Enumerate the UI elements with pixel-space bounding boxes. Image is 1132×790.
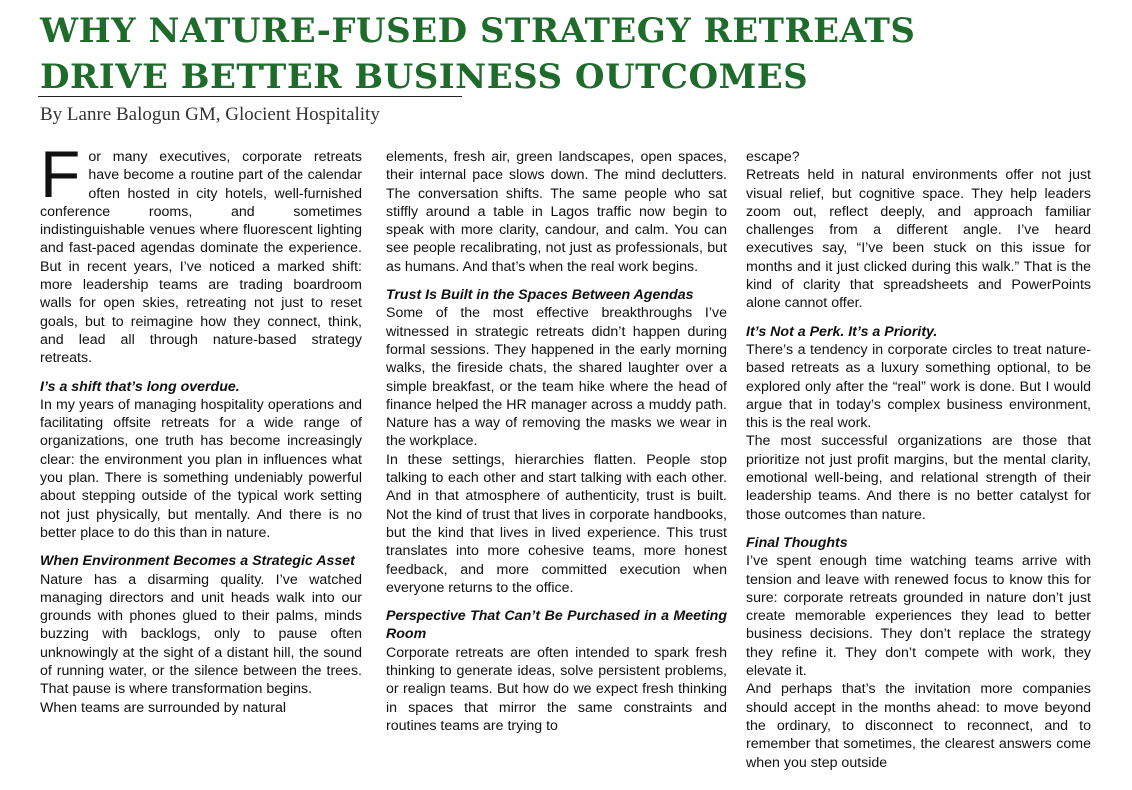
section-heading-priority: It’s Not a Perk. It’s a Priority.: [746, 323, 938, 340]
title-line-2: DRIVE BETTER BUSINESS OUTCOMES: [40, 57, 809, 97]
paragraph: Nature has a disarming quality. I’ve watched managing directors and unit heads walk into our grounds with phones glued to their palms, minds buzzing with backlogs, only to pause often unknowingly at the sight of a distant hill, the sound of running water, or the silence between the trees. That pause is where transformation begins.: [40, 571, 362, 698]
paragraph: In these settings, hierarchies flatten. People stop talking to each other and start talking with each other. And in that atmosphere of authenticity, trust is built. Not the kind of trust that lives in corporate handbooks, but the kind that lives in lived experience. This trust translates into more cohesive teams, more honest feedback, and more committed execution when everyone returns to the office.: [386, 451, 727, 596]
section-heading-perspective: Perspective That Can’t Be Purchased in a Meeting Room: [386, 608, 727, 643]
column-2: [386, 148, 727, 780]
intro-text: or many executives, corporate retreats have become a routine part of the calendar often hosted in city hotels, well-furnished conference rooms, and sometimes indistinguishable venues where fluorescent lighting and fast-paced agendas dominate the experience. But in recent years, I’ve noticed a marked shift: more leadership teams are trading boardroom walls for open skies, retreating not just to reset goals, but to reimagine how they connect, think, and lead all through nature-based strategy retreats.: [40, 149, 362, 367]
paragraph: There’s a tendency in corporate circles to treat nature-based retreats as a luxury something optional, to be explored only after the “real” work is done. But I would argue that in today’s complex business environment, this is the real work.: [746, 341, 1091, 432]
article-title: [40, 8, 915, 100]
section-heading-shift: I’s a shift that’s long overdue.: [40, 378, 240, 395]
paragraph: Corporate retreats are often intended to spark fresh thinking to generate ideas, solve persistent problems, or realign teams. But how do we expect fresh thinking in spaces that mirror the same constraints and routines teams are trying to: [386, 644, 727, 734]
section-heading-environment: When Environment Becomes a Strategic Asset: [40, 553, 355, 570]
section-heading-trust: Trust Is Built in the Spaces Between Agendas: [386, 287, 694, 304]
paragraph: Some of the most effective breakthroughs I’ve witnessed in strategic retreats didn’t happen during formal sessions. They happened in the early morning walks, the fireside chats, the shared laughter over a simple breakfast, or the team hike where the head of finance helped the HR manager across a muddy path. Nature has a way of removing the masks we wear in the workplace.: [386, 305, 727, 450]
paragraph: Retreats held in natural environments offer not just visual relief, but cognitive space. They help leaders zoom out, reflect deeply, and approach familiar challenges from a different angle. I’ve heard executives say, “I’ve been stuck on this issue for months and it just clicked during this walk.” That is the kind of clarity that spreadsheets and PowerPoints alone cannot offer.: [746, 167, 1091, 312]
byline: By Lanre Balogun GM, Glocient Hospitality: [40, 104, 380, 125]
section-heading-final-thoughts: Final Thoughts: [746, 534, 848, 551]
paragraph: I’ve spent enough time watching teams arrive with tension and leave with renewed focus to know this for sure: corporate retreats grounded in nature don’t just create memorable experiences they lead to better business decisions. They don’t replace the strategy they refine it. They don’t compete with work, they elevate it.: [746, 553, 1091, 680]
paragraph: When teams are surrounded by natural: [40, 699, 287, 716]
paragraph: The most successful organizations are those that prioritize not just profit margins, but the mental clarity, emotional well-being, and relational strength of their leadership teams. And there is no better catalyst for those outcomes than nature.: [746, 433, 1091, 523]
paragraph: elements, fresh air, green landscapes, open spaces, their internal pace slows down. The mind declutters. The conversation shifts. The same people who sat stiffly around a table in Lagos traffic now begin to speak with more clarity, candour, and calm. You can see people recalibrating, not just as professionals, but as humans. And that’s when the real work begins.: [386, 149, 727, 275]
column-1: [40, 148, 362, 780]
intro-paragraph: [40, 148, 362, 368]
paragraph: In my years of managing hospitality operations and facilitating offsite retreats for a wide range of organizations, one truth has become increasingly clear: the environment you plan in influences what you plan. There is something undeniably powerful about stepping outside of the typical work setting not just physically, but mentally. And there is no better place to do this than in nature.: [40, 396, 362, 541]
title-line-1: WHY NATURE-FUSED STRATEGY RETREATS: [40, 11, 916, 51]
drop-cap: F: [40, 148, 81, 211]
column-3: [746, 148, 1091, 780]
paragraph: escape?: [746, 149, 800, 165]
paragraph: And perhaps that’s the invitation more companies should accept in the months ahead: to move beyond the ordinary, to disconnect to reconnect, and to remember that sometimes, the clearest answers come when you step outside: [746, 681, 1091, 771]
title-divider: [38, 96, 462, 97]
